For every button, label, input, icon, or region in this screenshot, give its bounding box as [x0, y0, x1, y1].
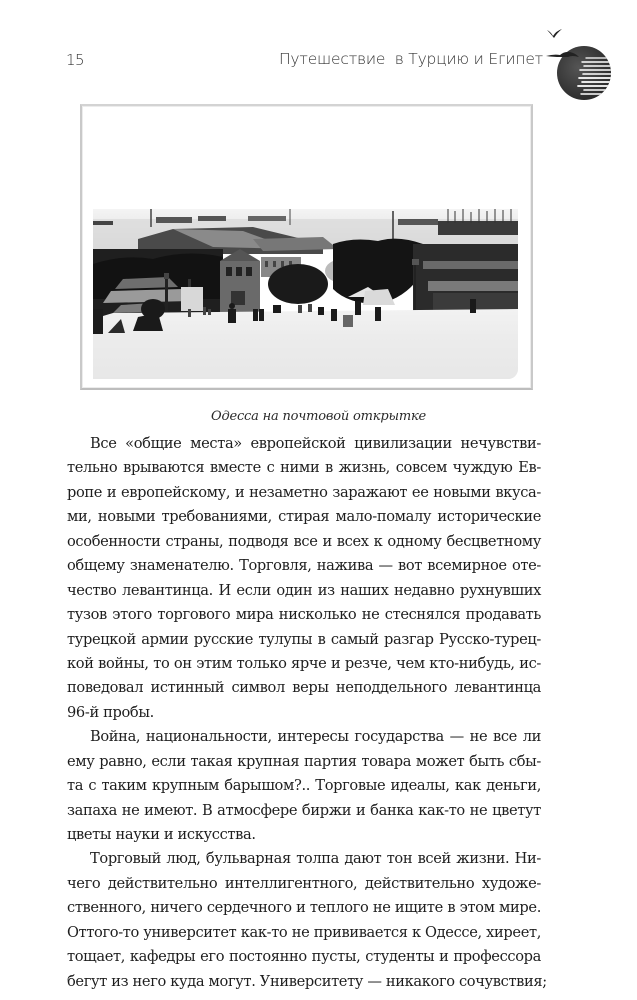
running-title: Путешествие в Турцию и Египет: [278, 50, 543, 68]
body-text: [67, 432, 547, 994]
text-line: Все «общие места» европейской цивилизации нечувстви-: [90, 435, 541, 452]
paragraph: [67, 432, 541, 725]
odessa-port-photo: [93, 209, 518, 379]
text-line: ственного, ничего сердечного и теплого не ищите в этом мире.: [67, 899, 541, 917]
page-number: 15: [66, 51, 85, 69]
text-line: тузов этого торгового мира нисколько не стеснялся продавать: [67, 606, 541, 624]
text-line: тощает, кафедры его постоянно пусты, студенты и профессора: [67, 948, 541, 966]
paragraph: [67, 847, 547, 994]
text-line: цветы науки и искусства.: [67, 826, 256, 843]
text-line: Торговый люд, бульварная толпа дают тон всей жизни. Ни-: [90, 850, 541, 868]
paragraph: [67, 725, 541, 847]
text-line: Оттого-то университет как-то не прививается к Одессе, хиреет,: [67, 923, 541, 941]
text-line: Война, национальности, интересы государства — не все ли: [90, 728, 541, 746]
text-line: турецкой армии русские тулупы в самый разгар Русско-турец-: [67, 630, 541, 648]
figure-caption: Одесса на почтовой открытке: [210, 409, 427, 424]
text-line: тельно врываются вместе с ними в жизнь, совсем чуждую Ев-: [67, 459, 541, 477]
text-line: ропе и европейскому, и незаметно заражают ее новыми вкуса-: [67, 483, 541, 501]
text-line: общему знаменателю. Торговля, нажива — вот всемирное оте-: [67, 557, 541, 575]
text-line: кой войны, то он этим только ярче и резче, чем кто-нибудь, ис-: [67, 654, 541, 672]
text-line: запаха не имеют. В атмосфере биржи и банка как-то не цветут: [67, 801, 541, 819]
text-line: 96-й пробы.: [67, 703, 154, 721]
text-line: ему равно, если такая крупная партия товара может быть сбы-: [67, 752, 541, 770]
running-head: [0, 48, 637, 76]
text-line: особенности страны, подводя все и всех к одному бесцветному: [67, 532, 541, 550]
moon-with-seagulls-icon: [546, 26, 616, 104]
text-line: поведовал истинный символ веры неподдельного левантинца: [67, 679, 541, 697]
text-line: чество левантинца. И если один из наших недавно рухнувших: [67, 581, 541, 599]
text-line: чего действительно интеллигентного, действительно художе-: [67, 874, 541, 892]
text-line: ми, новыми требованиями, стирая мало-помалу исторические: [67, 508, 541, 526]
text-line: та с таким крупным барышом?.. Торговые идеалы, как деньги,: [67, 777, 541, 795]
text-line: бегут из него куда могут. Университету — никакого сочувствия;: [67, 972, 547, 990]
postcard-figure: [80, 104, 535, 394]
